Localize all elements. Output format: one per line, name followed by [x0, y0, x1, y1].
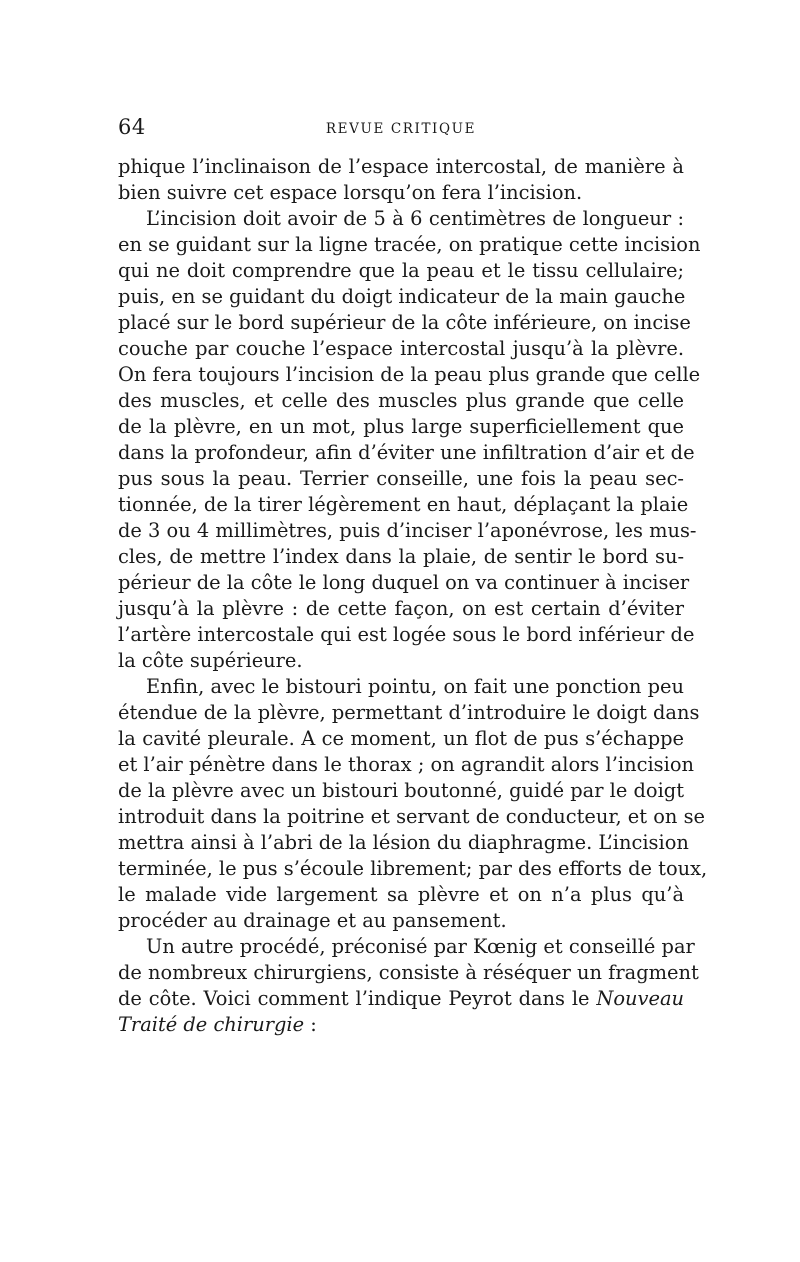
running-head: REVUE CRITIQUE [325, 121, 477, 137]
text-line: étendue de la plèvre, permettant d’introduire le doigt dans [118, 701, 700, 724]
text-line: pus sous la peau. Terrier conseille, une fois la peau sec- [118, 467, 684, 490]
text-line: le malade vide largement sa plèvre et on n’a plus qu’à [118, 883, 684, 906]
text-line: des muscles, et celle des muscles plus grande que celle [118, 389, 684, 412]
text-line: de la plèvre, en un mot, plus large superficiellement que [118, 415, 684, 438]
text-line: procéder au drainage et au pansement. [118, 909, 507, 932]
text-line: phique l’inclinaison de l’espace intercostal, de manière à [118, 155, 684, 178]
text-line: de nombreux chirurgiens, consiste à réséquer un fragment [118, 961, 699, 984]
book-title: Traité de chirurgie [118, 1013, 305, 1036]
text-line: en se guidant sur la ligne tracée, on pratique cette incision [118, 233, 701, 256]
text-line: tionnée, de la tirer légèrement en haut, déplaçant la plaie [118, 493, 689, 516]
page-header [118, 112, 684, 142]
text-line: la côte supérieure. [118, 649, 303, 672]
text-line: puis, en se guidant du doigt indicateur de la main gauche [118, 285, 686, 308]
text-line: On fera toujours l’incision de la peau plus grande que celle [118, 363, 701, 386]
text-line: de côte. Voici comment l’indique Peyrot dans le Nouveau [118, 987, 684, 1010]
text-line: jusqu’à la plèvre : de cette façon, on est certain d’éviter [118, 597, 684, 620]
text-line: qui ne doit comprendre que la peau et le tissu cellulaire; [118, 259, 684, 282]
page-number: 64 [118, 115, 146, 139]
text-line: L’incision doit avoir de 5 à 6 centimètres de longueur : [146, 207, 684, 230]
text-line: dans la profondeur, afin d’éviter une infiltration d’air et de [118, 441, 695, 464]
text-line: bien suivre cet espace lorsqu’on fera l’incision. [118, 181, 583, 204]
text-line-final [118, 1012, 684, 1038]
text-line: périeur de la côte le long duquel on va continuer à inciser [118, 571, 690, 594]
colon: : [304, 1013, 317, 1036]
text-line: mettra ainsi à l’abri de la lésion du diaphragme. L’incision [118, 831, 689, 854]
text-line: et l’air pénètre dans le thorax ; on agrandit alors l’incision [118, 753, 694, 776]
book-title-start: Nouveau [589, 987, 684, 1010]
text-line: cles, de mettre l’index dans la plaie, de sentir le bord su- [118, 545, 684, 568]
text-line: l’artère intercostale qui est logée sous le bord inférieur de [118, 623, 695, 646]
text-line: la cavité pleurale. A ce moment, un flot de pus s’échappe [118, 727, 684, 750]
text-line: placé sur le bord supérieur de la côte inférieure, on incise [118, 311, 691, 334]
text-line: de 3 ou 4 millimètres, puis d’inciser l’aponévrose, les mus- [118, 519, 697, 542]
text-line: Enfin, avec le bistouri pointu, on fait une ponction peu [146, 675, 684, 698]
text-line: introduit dans la poitrine et servant de conducteur, et on se [118, 805, 705, 828]
text-line: de la plèvre avec un bistouri boutonné, guidé par le doigt [118, 779, 684, 802]
text-line: couche par couche l’espace intercostal jusqu’à la plèvre. [118, 337, 684, 360]
text-line: Un autre procédé, préconisé par Kœnig et conseillé par [146, 935, 695, 958]
text-line: terminée, le pus s’écoule librement; par des efforts de toux, [118, 857, 708, 880]
